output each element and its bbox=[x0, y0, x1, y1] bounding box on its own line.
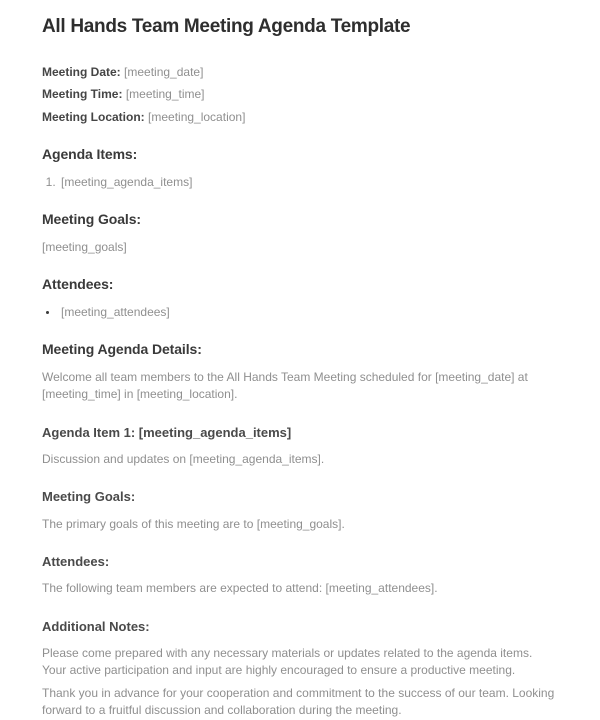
meeting-goals-placeholder: [meeting_goals] bbox=[42, 239, 127, 254]
sub-heading-attendees-detail: Attendees: bbox=[42, 554, 110, 570]
meta-value-time: [meeting_time] bbox=[125, 87, 205, 102]
notes-paragraph-2: Thank you in advance for your cooperation and commitment to the success of our team. Looking forward to a fruitful discussion and collaboration during the meeting. bbox=[42, 685, 555, 718]
meta-row-location bbox=[42, 109, 558, 126]
meeting-agenda-details-text: Welcome all team members to the All Hands Team Meeting scheduled for [meeting_date] at [meeting_time] in [meeting_location]. bbox=[42, 369, 528, 402]
list-item-attendees: • [meeting_attendees] bbox=[59, 304, 558, 321]
meta-row-time bbox=[42, 86, 558, 103]
meta-value-date: [meeting_date] bbox=[124, 64, 204, 79]
attendees-list bbox=[42, 304, 558, 321]
page-title: All Hands Team Meeting Agenda Template bbox=[42, 16, 411, 37]
notes-paragraph-1: Please come prepared with any necessary materials or updates related to the agenda items. Your active participation and input are highly encouraged to ensure a productive meeting. bbox=[42, 645, 533, 678]
sub-heading-additional-notes: Additional Notes: bbox=[42, 618, 150, 634]
meta-row-date bbox=[42, 64, 558, 81]
attendees-detail-text: The following team members are expected to attend: [meeting_attendees]. bbox=[42, 581, 438, 596]
sub-heading-meeting-goals-detail: Meeting Goals: bbox=[42, 489, 136, 505]
meeting-goals-detail-text: The primary goals of this meeting are to [meeting_goals]. bbox=[42, 516, 345, 531]
agenda-items-list bbox=[42, 174, 558, 191]
list-item-agenda: 1. [meeting_agenda_items] bbox=[59, 174, 558, 191]
meta-label-date: Meeting Date: bbox=[42, 64, 121, 79]
section-heading-attendees: Attendees: bbox=[42, 276, 114, 293]
section-heading-agenda-items: Agenda Items: bbox=[42, 145, 138, 162]
sub-heading-agenda-item-1: Agenda Item 1: [meeting_agenda_items] bbox=[42, 424, 292, 440]
section-heading-meeting-goals: Meeting Goals: bbox=[42, 210, 141, 227]
meta-value-location: [meeting_location] bbox=[148, 109, 246, 124]
meta-label-time: Meeting Time: bbox=[42, 87, 123, 102]
meta-label-location: Meeting Location: bbox=[42, 109, 145, 124]
agenda-item-1-text: Discussion and updates on [meeting_agenda_items]. bbox=[42, 451, 325, 466]
section-heading-meeting-agenda-details: Meeting Agenda Details: bbox=[42, 341, 202, 357]
